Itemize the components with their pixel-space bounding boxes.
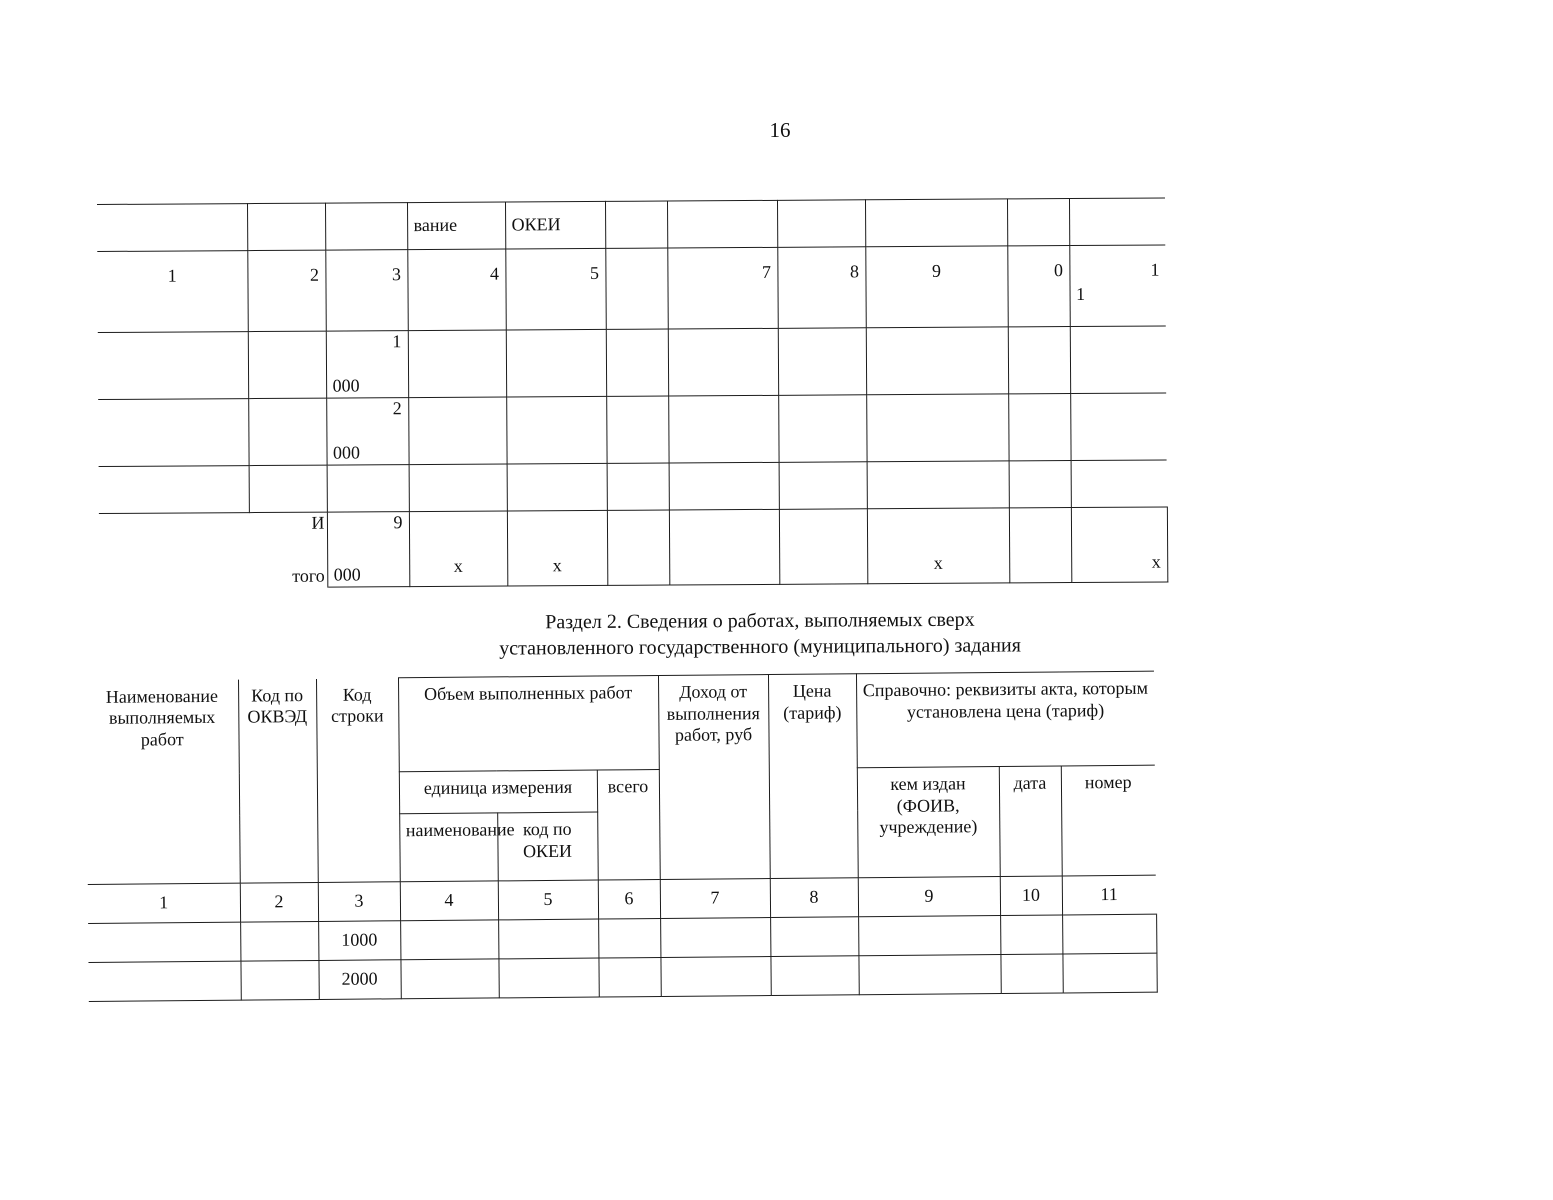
total-x-5: x <box>507 510 607 586</box>
row-code: 2 000 <box>326 398 408 465</box>
col-num-3: 3 <box>318 882 400 922</box>
column-numbers-row <box>97 245 1165 333</box>
header-reference: Справочно: реквизиты акта, которым установлена цена (тариф) <box>856 671 1155 768</box>
header-unit-okei: код по ОКЕИ <box>497 812 598 881</box>
total-x-9: x <box>867 508 1009 584</box>
col-num-6: 6 <box>598 880 660 920</box>
col-num-7: 7 <box>667 247 777 329</box>
col-num-7: 7 <box>660 879 770 919</box>
col-num-9: 9 <box>858 877 1000 917</box>
col-num-1: 1 <box>88 883 240 923</box>
col-num-4: 4 <box>407 249 505 331</box>
row-code: 1000 <box>318 921 400 961</box>
col-num-8: 8 <box>770 878 858 918</box>
col-num-10: 0 <box>1007 246 1069 327</box>
total-row <box>99 507 1167 589</box>
table-row <box>99 460 1167 514</box>
total-x-11: x <box>1071 507 1167 583</box>
page-number: 16 <box>769 118 791 142</box>
col-num-4: 4 <box>400 881 498 921</box>
header-income: Доход от выполнения работ, руб <box>658 675 770 880</box>
header-work-name: Наименование выполняемых работ <box>86 679 240 884</box>
row-code: 2000 <box>318 960 400 1000</box>
header-unit-name: наименование <box>399 813 498 882</box>
col-num-3: 3 <box>325 250 407 331</box>
total-code: 9 000 <box>327 512 409 587</box>
col-num-5: 5 <box>505 248 605 330</box>
header-okved: Код по ОКВЭД <box>238 678 318 883</box>
total-label: И того <box>249 512 327 587</box>
col-num-6 <box>605 248 667 329</box>
header-row-code: Код строки <box>316 678 400 883</box>
total-x-4: x <box>409 511 507 587</box>
col-num-9: 9 <box>865 246 1007 328</box>
header-unit-name-cont: вание <box>407 202 505 250</box>
header-continuation-row <box>97 198 1165 252</box>
col-num-2: 2 <box>247 250 325 331</box>
table-row <box>98 326 1166 400</box>
col-num-10: 10 <box>1000 876 1062 916</box>
header-okei-cont: ОКЕИ <box>505 201 605 249</box>
header-total: всего <box>597 770 660 881</box>
col-num-5: 5 <box>498 880 598 920</box>
header-unit: единица измерения <box>399 770 597 814</box>
header-price: Цена (тариф) <box>768 674 858 879</box>
header-date: дата <box>999 766 1062 877</box>
col-num-11: 1 1 <box>1069 245 1165 327</box>
col-num-1: 1 <box>97 251 247 333</box>
continuation-table <box>97 197 1168 589</box>
table-row <box>98 393 1166 467</box>
header-issued-by: кем издан (ФОИВ, учреждение) <box>857 767 1000 878</box>
col-num-2: 2 <box>240 882 318 922</box>
section-2-table <box>86 671 1157 1002</box>
header-volume: Объем выполненных работ <box>398 676 659 772</box>
row-code: 1 000 <box>326 331 408 398</box>
header-number: номер <box>1061 765 1156 876</box>
section-2-title: Раздел 2. Сведения о работах, выполняемых сверх установленного государственного (муниципального) задания <box>499 608 1021 660</box>
col-num-8: 8 <box>777 247 865 329</box>
col-num-11: 11 <box>1062 875 1156 915</box>
table-row <box>88 953 1156 1001</box>
